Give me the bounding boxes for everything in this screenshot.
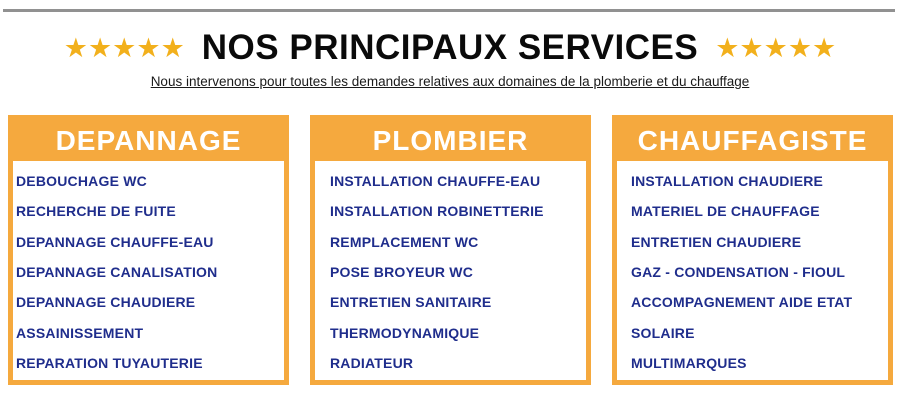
panel-plombier-header <box>315 120 586 161</box>
service-item[interactable]: INSTALLATION ROBINETTERIE <box>330 203 544 220</box>
service-item[interactable]: THERMODYNAMIQUE <box>330 324 480 341</box>
top-divider <box>3 9 895 12</box>
panel-chauffagiste-header <box>617 120 888 161</box>
page-header <box>0 27 900 69</box>
panel-title: DEPANNAGE <box>55 124 242 156</box>
panel-chauffagiste-list <box>617 161 888 380</box>
panel-title: PLOMBIER <box>372 124 529 156</box>
service-item[interactable]: ACCOMPAGNEMENT AIDE ETAT <box>631 294 853 311</box>
panel-depannage <box>8 115 289 385</box>
page-subtitle: Nous intervenons pour toutes les demandes relatives aux domaines de la plomberie et du chauffage <box>150 74 750 89</box>
service-panels <box>8 115 893 385</box>
service-item[interactable]: RECHERCHE DE FUITE <box>16 203 176 220</box>
service-item[interactable]: ENTRETIEN CHAUDIERE <box>631 233 802 250</box>
service-item[interactable]: DEPANNAGE CHAUDIERE <box>16 294 196 311</box>
service-item[interactable]: REMPLACEMENT WC <box>330 233 479 250</box>
panel-title: CHAUFFAGISTE <box>637 124 868 156</box>
service-item[interactable]: MULTIMARQUES <box>631 354 747 371</box>
service-item[interactable]: DEBOUCHAGE WC <box>16 173 147 190</box>
service-item[interactable]: GAZ - CONDENSATION - FIOUL <box>631 263 846 280</box>
service-item[interactable]: INSTALLATION CHAUFFE-EAU <box>330 173 541 190</box>
panel-chauffagiste <box>612 115 893 385</box>
service-item[interactable]: MATERIEL DE CHAUFFAGE <box>631 203 820 220</box>
panel-plombier <box>310 115 591 385</box>
service-item[interactable]: ENTRETIEN SANITAIRE <box>330 294 492 311</box>
star-rating-right-icon: ★★★★★ <box>715 33 837 63</box>
panel-depannage-list <box>13 161 284 380</box>
star-rating-left-icon: ★★★★★ <box>63 33 185 63</box>
service-item[interactable]: REPARATION TUYAUTERIE <box>16 354 203 371</box>
page-title: NOS PRINCIPAUX SERVICES <box>201 28 699 67</box>
panel-depannage-header <box>13 120 284 161</box>
service-item[interactable]: INSTALLATION CHAUDIERE <box>631 173 824 190</box>
service-item[interactable]: DEPANNAGE CHAUFFE-EAU <box>16 233 214 250</box>
service-item[interactable]: RADIATEUR <box>330 354 414 371</box>
service-item[interactable]: ASSAINISSEMENT <box>16 324 144 341</box>
service-item[interactable]: SOLAIRE <box>631 324 695 341</box>
service-item[interactable]: DEPANNAGE CANALISATION <box>16 263 218 280</box>
panel-plombier-list <box>315 161 586 380</box>
services-page <box>0 9 900 385</box>
service-item[interactable]: POSE BROYEUR WC <box>330 263 474 280</box>
